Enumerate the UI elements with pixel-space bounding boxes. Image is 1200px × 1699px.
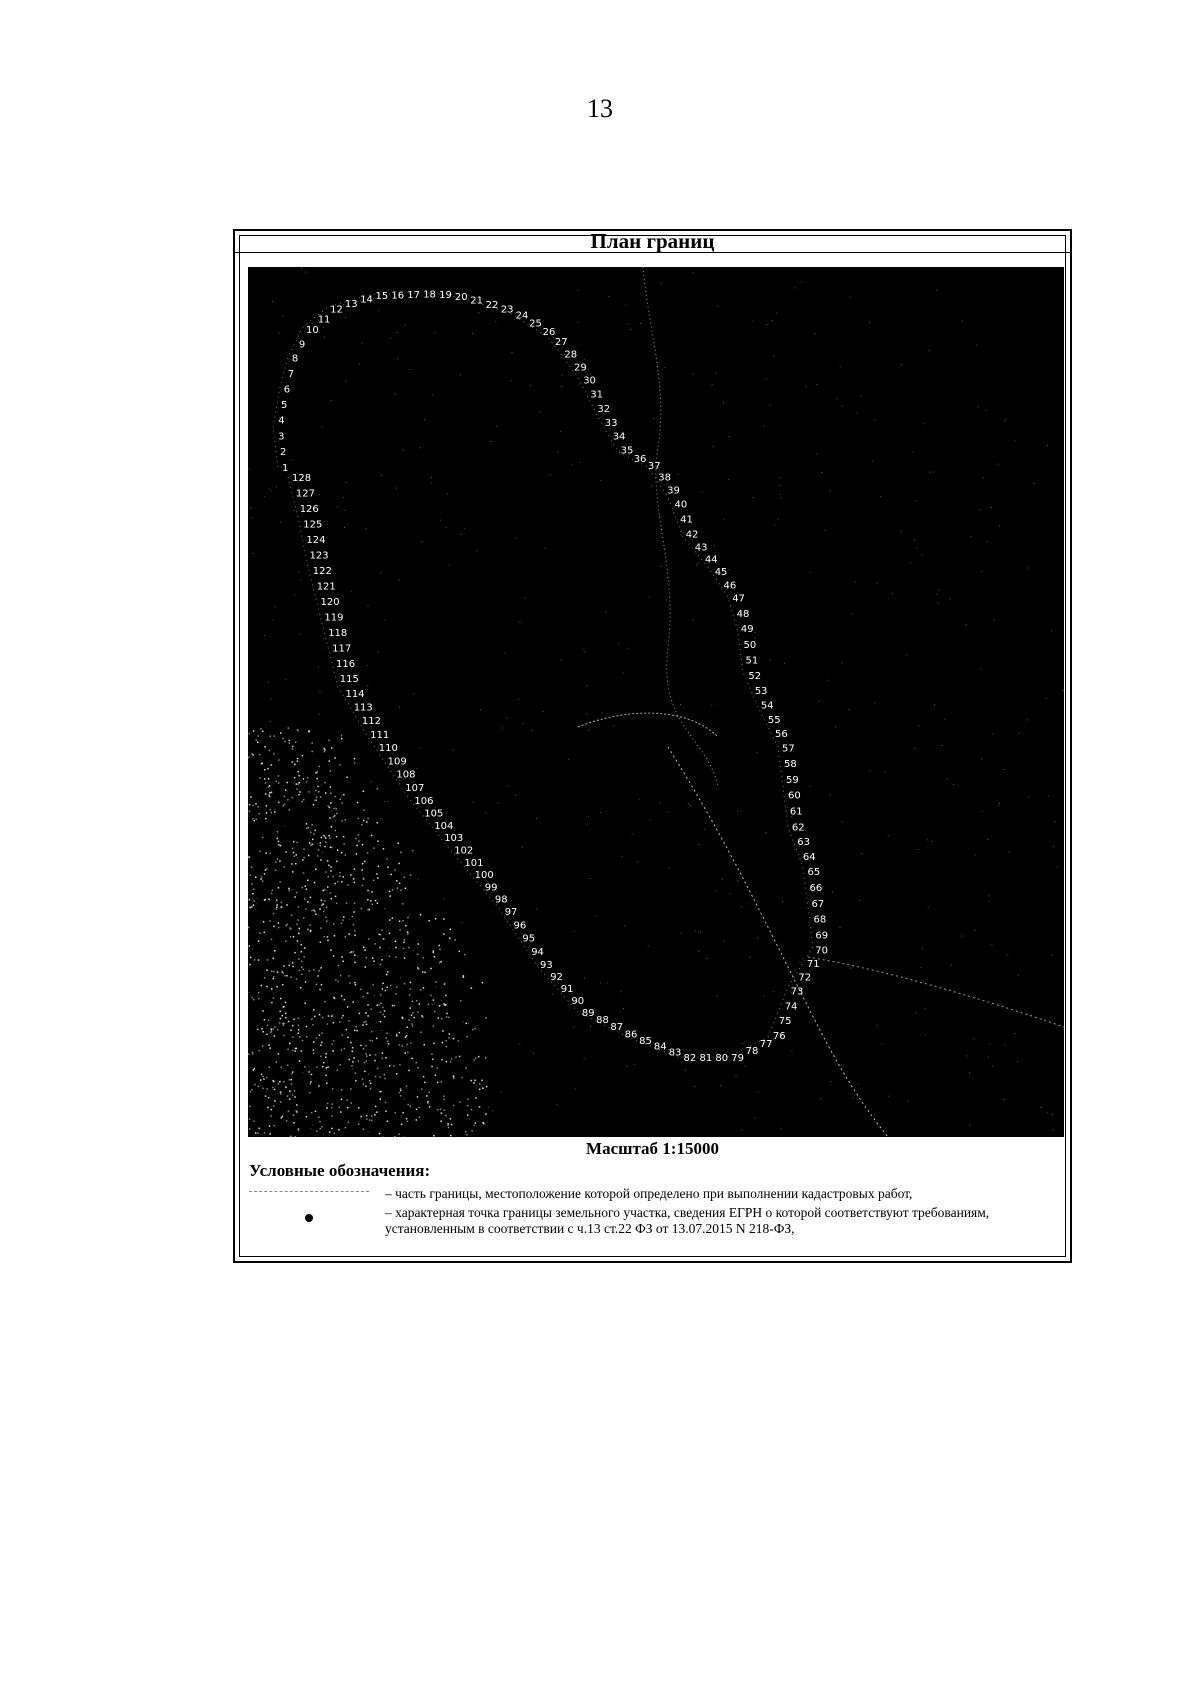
boundary-point-label: 56 (775, 729, 788, 740)
boundary-point-label: 7 (287, 368, 295, 380)
boundary-point-label: 47 (732, 593, 745, 605)
boundary-point-label: 30 (583, 375, 596, 387)
boundary-point-label: 26 (542, 327, 556, 339)
boundary-point-label: 57 (782, 743, 795, 755)
boundary-point-label: 55 (767, 714, 781, 726)
boundary-point-label: 40 (674, 499, 688, 511)
boundary-point-label: 50 (743, 639, 757, 651)
boundary-point-label: 6 (283, 384, 291, 396)
boundary-point-label: 34 (612, 431, 626, 443)
boundary-point-label: 108 (396, 769, 416, 781)
boundary-point-label: 123 (309, 550, 329, 562)
boundary-point-label: 78 (745, 1046, 759, 1058)
boundary-point-label: 98 (494, 894, 508, 906)
boundary-point-label: 84 (653, 1041, 667, 1053)
boundary-point-label: 122 (312, 566, 332, 578)
boundary-point-label: 18 (423, 289, 436, 301)
boundary-point-label: 22 (485, 300, 499, 312)
boundary-point-label: 15 (375, 290, 389, 302)
river-line (578, 713, 718, 737)
boundary-point-label: 117 (332, 643, 352, 655)
boundary-point-label: 111 (370, 729, 390, 741)
boundary-point-label: 109 (387, 756, 407, 768)
boundary-point-label: 75 (778, 1016, 792, 1028)
boundary-point-label: 4 (278, 415, 285, 427)
boundary-point-label: 120 (320, 597, 340, 608)
boundary-point-label: 87 (610, 1022, 624, 1034)
legend-dashed-line-symbol (249, 1191, 369, 1192)
plan-frame (233, 229, 1072, 1263)
map-scale: Масштаб 1:15000 (586, 1139, 719, 1158)
boundary-point-label: 5 (281, 400, 288, 411)
boundary-point-label: 112 (361, 716, 381, 728)
boundary-point-label: 121 (316, 581, 336, 593)
legend-item-point: – характерная точка границы земельного участка, сведения ЕГРН о которой соответствуют требованиям, установленным в соответствии с ч.13 ст.22 ФЗ от 13.07.2015 N 218-ФЗ, (385, 1205, 990, 1236)
boundary-point-label: 59 (786, 774, 799, 786)
river-line (808, 957, 1064, 1027)
boundary-point-label: 44 (704, 554, 718, 566)
page-number: 13 (587, 94, 613, 123)
boundary-point-label: 27 (554, 336, 568, 348)
boundary-point-label: 42 (685, 529, 699, 541)
boundary-point-label: 104 (434, 820, 454, 832)
plan-title: План границ (235, 231, 1070, 253)
boundary-point-label: 113 (353, 702, 373, 714)
boundary-point-label: 36 (633, 453, 647, 465)
boundary-point-label: 70 (815, 945, 829, 957)
boundary-point-label: 61 (789, 806, 803, 818)
boundary-point-label: 107 (405, 782, 425, 794)
river-line (668, 747, 888, 1137)
boundary-point-label: 28 (564, 349, 578, 361)
boundary-point-label: 114 (345, 688, 365, 700)
boundary-point-label: 32 (597, 403, 611, 415)
boundary-point-label: 65 (807, 867, 821, 879)
boundary-point-label: 81 (699, 1053, 713, 1064)
boundary-point-label: 118 (328, 627, 348, 639)
boundary-point-label: 105 (424, 808, 444, 820)
boundary-point-label: 45 (714, 567, 728, 579)
boundary-point-label: 67 (811, 898, 825, 910)
boundary-point-label: 52 (748, 671, 762, 683)
river-line (643, 267, 718, 787)
boundary-point-label: 46 (723, 580, 737, 592)
boundary-point-label: 37 (647, 460, 661, 472)
boundary-point-label: 33 (604, 417, 618, 429)
boundary-point-label: 103 (444, 833, 464, 845)
boundary-point-label: 14 (360, 294, 373, 306)
boundary-point-label: 96 (513, 920, 527, 932)
boundary-point-label: 19 (439, 289, 452, 301)
boundary-point-label: 68 (813, 914, 827, 926)
boundary-point-label: 21 (470, 295, 484, 307)
boundary-point-label: 90 (571, 996, 585, 1007)
boundary-point-label: 3 (278, 431, 285, 443)
legend-item-boundary: – часть границы, местоположение которой определено при выполнении кадастровых работ, (385, 1186, 913, 1201)
boundary-point-label: 82 (683, 1053, 697, 1064)
boundary-point-label: 41 (680, 514, 693, 526)
boundary-point-label: 24 (515, 310, 529, 322)
boundary-point-label: 29 (574, 362, 587, 374)
boundary-map (248, 267, 1064, 1137)
boundary-point-label: 110 (378, 743, 398, 755)
boundary-point-label: 31 (590, 389, 604, 401)
boundary-point-label: 102 (454, 845, 474, 857)
boundary-point-label: 49 (740, 624, 754, 636)
boundary-point-label: 119 (324, 612, 344, 624)
boundary-point-label: 128 (292, 473, 312, 484)
boundary-point-label: 54 (760, 700, 774, 712)
boundary-point-label: 80 (715, 1053, 729, 1064)
boundary-point-label: 73 (790, 986, 804, 998)
boundary-point-label: 12 (330, 304, 343, 316)
boundary-point-label: 13 (344, 299, 358, 311)
legend-title: Условные обозначения: (249, 1161, 431, 1180)
boundary-point-label: 23 (500, 304, 514, 316)
boundary-point-label: 74 (784, 1001, 798, 1013)
boundary-point-label: 106 (414, 796, 434, 807)
boundary-point-label: 77 (759, 1039, 773, 1051)
boundary-point-label: 86 (624, 1029, 638, 1041)
boundary-point-label: 63 (797, 837, 811, 849)
boundary-point-label: 51 (745, 655, 759, 667)
boundary-point-label: 25 (529, 318, 542, 330)
boundary-point-label: 127 (295, 488, 315, 500)
boundary-point-label: 38 (658, 472, 672, 484)
boundary-point-label: 71 (806, 959, 820, 971)
boundary-point-label: 66 (809, 883, 823, 894)
boundary-point-label: 93 (540, 960, 553, 971)
boundary-point-label: 94 (531, 946, 544, 958)
boundary-point-label: 116 (336, 658, 356, 670)
boundary-point-label: 72 (798, 972, 812, 984)
boundary-point-label: 125 (303, 519, 323, 531)
boundary-point-label: 76 (772, 1030, 786, 1042)
boundary-point-label: 79 (731, 1053, 745, 1064)
boundary-point-label: 1 (282, 463, 289, 474)
boundary-point-label: 101 (464, 857, 484, 869)
boundary-point-label: 48 (736, 608, 750, 620)
map-canvas (248, 267, 1064, 1137)
boundary-point-label: 64 (802, 852, 816, 864)
boundary-point-label: 88 (596, 1015, 609, 1027)
boundary-point-label: 17 (407, 289, 421, 301)
boundary-point-label: 11 (317, 314, 331, 326)
boundary-point-label: 2 (280, 447, 287, 459)
boundary-point-label: 126 (299, 503, 319, 515)
boundary-point-label: 91 (560, 984, 574, 996)
boundary-point-label: 97 (504, 907, 518, 919)
boundary-point-label: 99 (484, 882, 498, 894)
boundary-point-label: 100 (474, 870, 494, 882)
boundary-point-label: 9 (298, 339, 306, 351)
boundary-points (273, 289, 828, 1064)
boundary-point-label: 83 (668, 1047, 682, 1059)
boundary-point-label: 85 (639, 1035, 652, 1047)
boundary-point-label: 89 (581, 1007, 595, 1019)
boundary-point-label: 60 (788, 790, 801, 802)
boundary-point-label: 35 (620, 445, 634, 457)
boundary-point-label: 39 (667, 485, 680, 497)
boundary-point-label: 58 (784, 759, 797, 771)
boundary-point-label: 8 (291, 353, 299, 365)
boundary-point-label: 43 (694, 542, 708, 554)
boundary-point-label: 10 (306, 325, 319, 336)
boundary-point-label: 20 (454, 292, 468, 303)
boundary-point-label: 92 (550, 972, 563, 984)
boundary-point-label: 124 (306, 535, 326, 546)
boundary-point-label: 69 (815, 930, 829, 942)
boundary-point-label: 16 (391, 290, 405, 302)
boundary-point-label: 62 (791, 822, 805, 834)
legend-point-symbol (305, 1214, 313, 1222)
boundary-point-label: 53 (754, 685, 768, 697)
boundary-point-label: 95 (522, 933, 536, 945)
boundary-point-label: 115 (339, 674, 359, 686)
